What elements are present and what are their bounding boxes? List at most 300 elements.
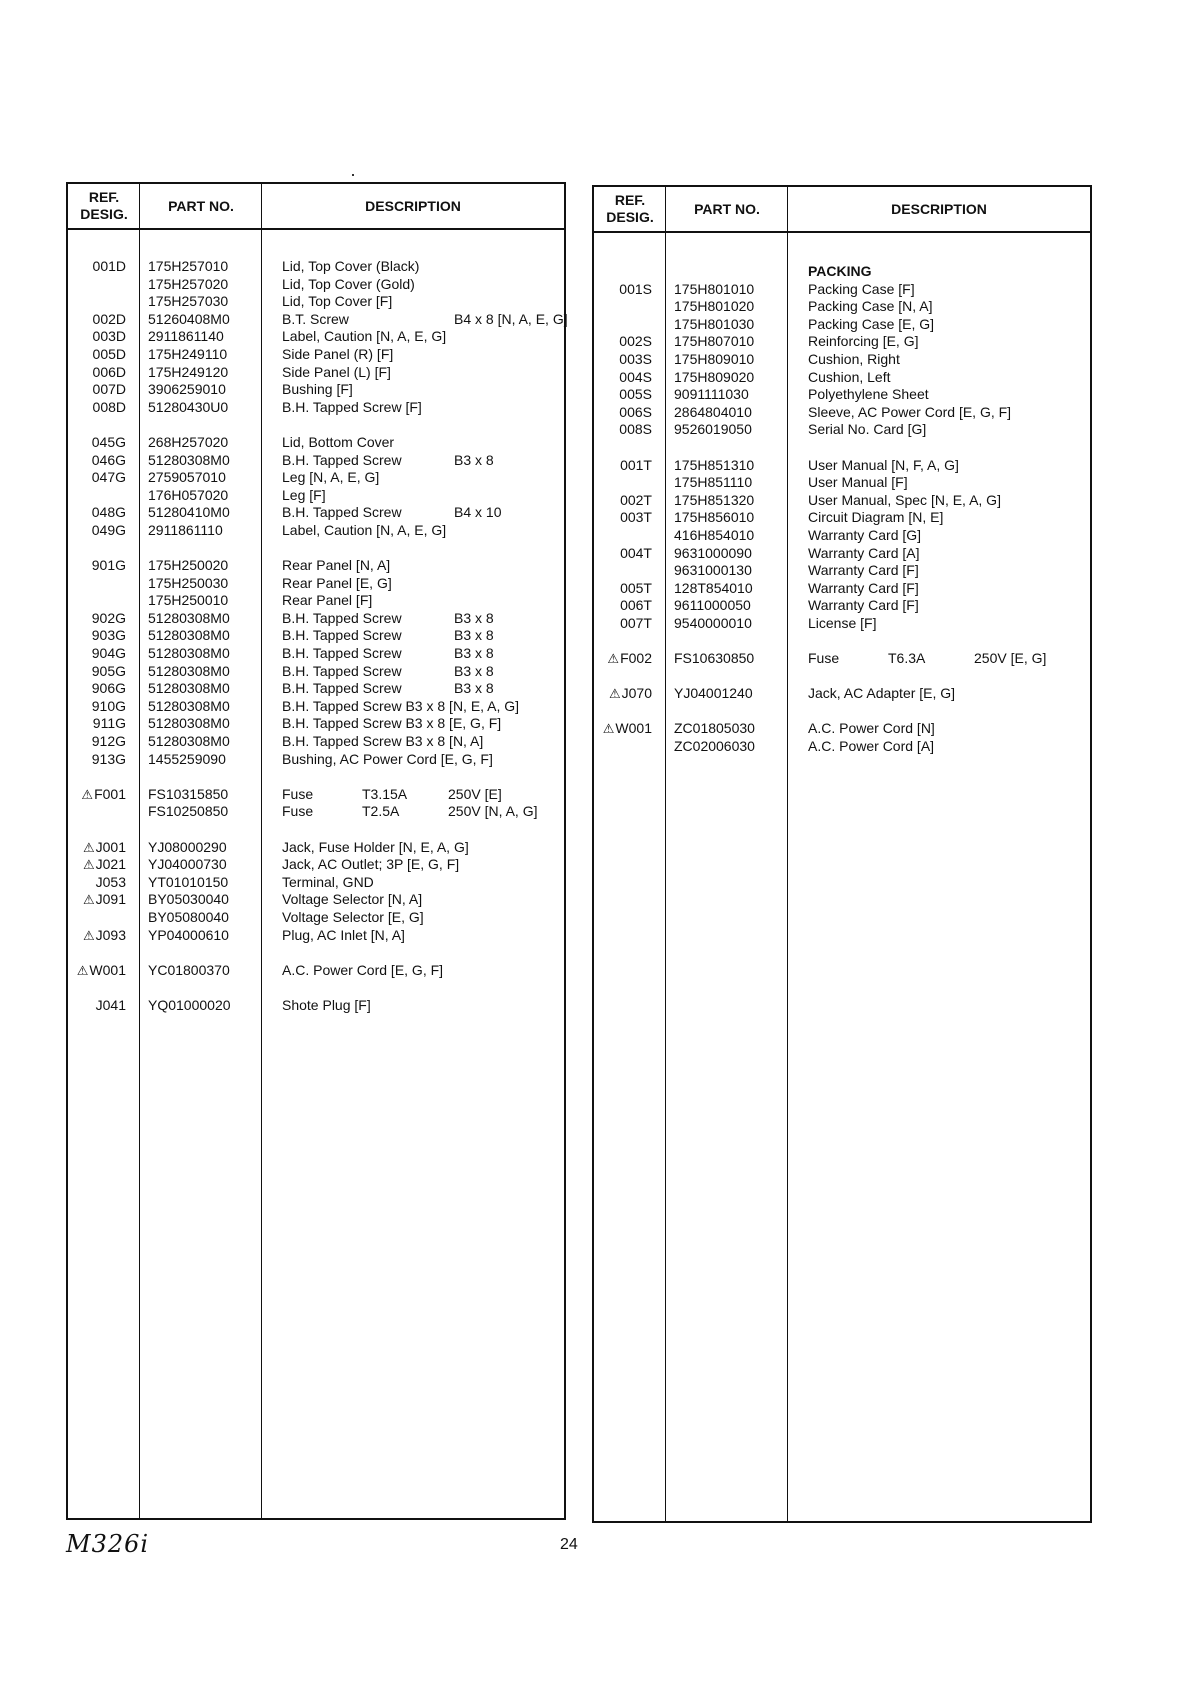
section-heading-row — [594, 263, 1090, 281]
parts-row — [68, 715, 564, 733]
ref-desig-text: 001D — [92, 258, 126, 274]
description-cell: Serial No. Card [G] — [808, 421, 927, 438]
spacer-row — [68, 768, 564, 786]
spec-cell: T2.5A — [362, 803, 400, 820]
parts-row — [594, 562, 1090, 580]
rating-cell: 250V [E] — [448, 785, 502, 802]
safety-warning-icon: ⚠ — [602, 721, 615, 737]
description-cell: Voltage Selector [N, A] — [282, 891, 423, 908]
ref-desig-cell — [594, 369, 652, 387]
ref-desig-text: 002S — [619, 333, 652, 350]
ref-desig-text: 046G — [91, 451, 126, 468]
part-number-cell: 2911861110 — [148, 521, 223, 538]
ref-desig-cell — [68, 399, 126, 417]
part-number-cell: BY05030040 — [148, 891, 229, 908]
description-cell: B.H. Tapped Screw — [282, 504, 402, 521]
spacer-row — [68, 416, 564, 434]
description-cell: B.H. Tapped Screw B3 x 8 [E, G, F] — [282, 715, 502, 732]
ref-desig-text: J001 — [95, 838, 126, 855]
ref-desig-cell — [594, 615, 652, 633]
description-cell: Rear Panel [F] — [282, 592, 373, 609]
spec-cell: B3 x 8 — [454, 451, 494, 468]
safety-warning-icon: ⚠ — [81, 786, 94, 802]
spacer-row — [68, 944, 564, 962]
part-number-cell: 9540000010 — [674, 614, 752, 631]
ref-desig-cell — [594, 650, 652, 668]
description-cell: Lid, Top Cover (Gold) — [282, 275, 415, 292]
parts-row — [68, 522, 564, 540]
parts-row — [68, 575, 564, 593]
part-number-cell: 175H249120 — [148, 363, 229, 380]
ref-desig-text: 905G — [91, 662, 126, 679]
ref-desig-cell — [594, 351, 652, 369]
safety-warning-icon: ⚠ — [82, 857, 95, 873]
part-number-cell: 128T854010 — [674, 579, 753, 596]
ref-desig-cell — [594, 545, 652, 563]
ref-desig-cell — [68, 891, 126, 909]
part-number-cell: FS10315850 — [148, 785, 229, 802]
description-cell: Warranty Card [G] — [808, 526, 922, 543]
parts-row — [594, 597, 1090, 615]
description-cell: Voltage Selector [E, G] — [282, 908, 424, 925]
parts-row — [594, 351, 1090, 369]
description-cell: Packing Case [F] — [808, 280, 915, 297]
parts-row — [594, 738, 1090, 756]
description-cell: A.C. Power Cord [E, G, F] — [282, 961, 444, 978]
ref-desig-cell — [68, 751, 126, 769]
parts-row — [68, 310, 568, 329]
ref-desig-cell — [68, 927, 126, 945]
description-cell: PACKING — [808, 263, 872, 279]
part-number-cell: BY05080040 — [148, 908, 229, 925]
parts-row — [594, 474, 1090, 492]
part-number-cell: 51280308M0 — [148, 733, 230, 750]
description-cell: Leg [N, A, E, G] — [282, 469, 380, 486]
spec-cell: T3.15A — [362, 785, 408, 802]
description-cell: User Manual [F] — [808, 474, 908, 491]
parts-row — [68, 504, 564, 522]
spacer-row — [594, 668, 1090, 686]
description-cell: Fuse — [808, 650, 840, 667]
spacer-row — [68, 540, 564, 558]
part-number-cell: YT01010150 — [148, 873, 229, 890]
parts-row — [594, 545, 1090, 563]
parts-row — [68, 733, 564, 751]
description-cell: Bushing [F] — [282, 381, 353, 398]
spacer-row — [594, 439, 1090, 457]
part-number-cell: YP04000610 — [148, 926, 229, 943]
description-cell: Packing Case [E, G] — [808, 315, 935, 332]
ref-desig-cell — [68, 733, 126, 751]
description-cell: Packing Case [N, A] — [808, 298, 933, 315]
left-parts-table — [66, 182, 566, 1520]
ref-desig-cell — [68, 663, 126, 681]
ref-desig-cell — [68, 364, 126, 382]
ref-desig-text: 001S — [619, 280, 652, 297]
ref-desig-text: J091 — [95, 891, 126, 908]
part-number-cell: 175H257010 — [148, 258, 229, 274]
safety-warning-icon: ⚠ — [607, 651, 620, 667]
parts-row — [68, 328, 564, 346]
part-number-cell: 175H851320 — [674, 491, 755, 508]
part-number-cell: FS10630850 — [674, 650, 755, 667]
spec-cell: B3 x 8 — [454, 662, 494, 679]
parts-row — [68, 856, 564, 874]
ref-desig-cell — [594, 281, 652, 299]
safety-warning-icon: ⚠ — [608, 686, 621, 702]
description-cell: Polyethylene Sheet — [808, 386, 929, 403]
ref-desig-text: 902G — [91, 609, 126, 626]
description-cell: Lid, Top Cover [F] — [282, 293, 393, 310]
ref-desig-cell — [68, 856, 126, 874]
part-number-cell: 9091111030 — [674, 386, 749, 403]
ref-desig-cell — [594, 457, 652, 475]
spec-cell: T6.3A — [888, 650, 926, 667]
rating-cell: 250V [N, A, G] — [448, 803, 538, 820]
ref-desig-text: 049G — [91, 521, 126, 538]
parts-row — [594, 333, 1090, 351]
description-cell: Warranty Card [F] — [808, 579, 919, 596]
ref-desig-text: 901G — [91, 557, 126, 574]
safety-warning-icon: ⚠ — [82, 927, 95, 943]
description-cell: Warranty Card [A] — [808, 544, 920, 561]
right-table-header — [594, 187, 1090, 233]
ref-desig-text: 002D — [92, 310, 126, 327]
parts-row — [68, 364, 564, 382]
ref-desig-cell — [68, 962, 126, 980]
ref-desig-cell — [68, 381, 126, 399]
description-cell: B.T. Screw — [282, 310, 349, 327]
parts-row — [68, 276, 564, 294]
parts-row — [68, 786, 564, 804]
ref-desig-cell — [594, 509, 652, 527]
parts-row — [68, 698, 564, 716]
ref-desig-cell — [68, 715, 126, 733]
part-number-cell: 9611000050 — [674, 597, 751, 614]
ref-desig-text: 903G — [91, 627, 126, 644]
parts-row — [594, 492, 1090, 510]
part-number-cell: 175H801030 — [674, 315, 755, 332]
part-number-cell: 9526019050 — [674, 421, 752, 438]
ref-desig-text: 004S — [619, 368, 652, 385]
ref-desig-cell — [594, 597, 652, 615]
ref-desig-cell — [68, 346, 126, 364]
part-number-cell: 175H801020 — [674, 298, 755, 315]
description-cell: Leg [F] — [282, 486, 326, 503]
description-cell: Side Panel (R) [F] — [282, 345, 394, 362]
ref-desig-cell — [68, 469, 126, 487]
description-cell: Label, Caution [N, A, E, G] — [282, 328, 447, 345]
ref-desig-cell — [594, 685, 652, 703]
parts-row — [68, 909, 564, 927]
parts-row — [594, 404, 1090, 422]
description-cell: Cushion, Left — [808, 368, 891, 385]
parts-row — [68, 346, 564, 364]
parts-row — [68, 962, 564, 980]
description-header: DESCRIPTION — [891, 200, 987, 217]
parts-row — [68, 927, 564, 945]
parts-row — [68, 997, 564, 1015]
ref-desig-text: 008D — [92, 398, 126, 415]
ref-desig-cell — [68, 680, 126, 698]
description-cell: License [F] — [808, 614, 877, 631]
part-number-cell: 51280308M0 — [148, 697, 230, 714]
part-number-cell: FS10250850 — [148, 803, 229, 820]
part-number-cell: YQ01000020 — [148, 996, 231, 1013]
part-number-cell: ZC02006030 — [674, 738, 755, 755]
part-number-cell: 175H851310 — [674, 456, 755, 473]
part-number-cell: 51280308M0 — [148, 662, 230, 679]
part-number-cell: 175H250020 — [148, 557, 229, 574]
ref-desig-text: J053 — [95, 873, 126, 890]
spec-cell: B3 x 8 — [454, 680, 494, 697]
part-number-cell: 175H250010 — [148, 592, 229, 609]
description-cell: Lid, Top Cover (Black) — [282, 258, 420, 274]
ref-desig-text: 006D — [92, 363, 126, 380]
ref-desig-text: 003T — [620, 509, 652, 526]
safety-warning-icon: ⚠ — [82, 892, 95, 908]
ref-desig-cell — [68, 610, 126, 628]
part-number-cell: 175H257030 — [148, 293, 229, 310]
parts-row — [594, 650, 1090, 668]
part-number-cell: 51280308M0 — [148, 680, 230, 697]
part-number-cell: 51260408M0 — [148, 310, 230, 327]
ref-desig-text: 007T — [620, 614, 652, 631]
parts-row — [68, 592, 564, 610]
parts-row — [68, 381, 564, 399]
ref-desig-header: REF. DESIG. — [80, 189, 128, 222]
part-number-cell: 51280308M0 — [148, 645, 230, 662]
parts-row — [68, 803, 564, 821]
description-cell: User Manual [N, F, A, G] — [808, 456, 959, 473]
ref-desig-text: J093 — [95, 926, 126, 943]
ref-desig-text: F002 — [620, 650, 652, 667]
left-table-body — [68, 258, 568, 1015]
parts-row — [68, 487, 564, 505]
ref-desig-cell — [68, 522, 126, 540]
description-cell: Reinforcing [E, G] — [808, 333, 919, 350]
ref-desig-text: J070 — [621, 685, 652, 702]
part-number-cell: 2864804010 — [674, 403, 752, 420]
spec-cell: B3 x 8 — [454, 645, 494, 662]
part-number-cell: 268H257020 — [148, 433, 229, 450]
ref-desig-cell — [68, 627, 126, 645]
ref-desig-cell — [68, 452, 126, 470]
parts-row — [594, 457, 1090, 475]
part-number-cell: 51280308M0 — [148, 715, 230, 732]
ref-desig-text: 003D — [92, 328, 126, 345]
parts-row — [68, 839, 564, 857]
description-cell: Fuse — [282, 785, 314, 802]
ref-desig-text: 003S — [619, 350, 652, 367]
ref-desig-cell — [68, 504, 126, 522]
description-cell: Side Panel (L) [F] — [282, 363, 391, 380]
parts-row — [594, 509, 1090, 527]
parts-row — [68, 610, 564, 628]
parts-row — [594, 720, 1090, 738]
safety-warning-icon: ⚠ — [82, 839, 95, 855]
ref-desig-text: W001 — [615, 720, 652, 737]
parts-row — [68, 399, 564, 417]
description-cell: Shote Plug [F] — [282, 996, 371, 1013]
ref-desig-cell — [68, 557, 126, 575]
ref-desig-text: J041 — [95, 996, 126, 1013]
part-number-cell: 1455259090 — [148, 750, 226, 767]
ref-desig-text: 008S — [619, 421, 652, 438]
part-number-cell: 175H801010 — [674, 280, 755, 297]
model-signature: M326i — [66, 1530, 150, 1558]
parts-row — [68, 452, 564, 470]
description-cell: Jack, AC Outlet; 3P [E, G, F] — [282, 856, 460, 873]
parts-row — [594, 386, 1090, 404]
description-cell: B.H. Tapped Screw — [282, 609, 402, 626]
spacer-row — [594, 632, 1090, 650]
parts-row — [68, 663, 564, 681]
spec-cell: B4 x 10 — [454, 504, 502, 521]
parts-row — [68, 891, 564, 909]
spec-cell: B4 x 8 [N, A, E, G] — [454, 310, 568, 327]
ref-desig-text: W001 — [89, 961, 126, 978]
parts-row — [68, 557, 564, 575]
ref-desig-cell — [68, 786, 126, 804]
part-number-cell: 175H856010 — [674, 509, 755, 526]
part-number-cell: 175H809010 — [674, 350, 755, 367]
description-cell: Label, Caution [N, A, E, G] — [282, 521, 447, 538]
ref-desig-text: 006T — [620, 597, 652, 614]
description-cell: Terminal, GND — [282, 873, 374, 890]
part-number-cell: 3906259010 — [148, 381, 226, 398]
description-cell: Lid, Bottom Cover — [282, 433, 395, 450]
ref-desig-text: 004T — [620, 544, 652, 561]
ref-desig-cell — [594, 333, 652, 351]
part-number-cell: 9631000130 — [674, 562, 752, 579]
ref-desig-text: 911G — [92, 715, 126, 732]
ref-desig-text: 910G — [91, 697, 126, 714]
description-cell: B.H. Tapped Screw — [282, 662, 402, 679]
description-cell: Warranty Card [F] — [808, 597, 919, 614]
parts-row — [68, 627, 564, 645]
ref-desig-text: 005T — [620, 579, 652, 596]
part-number-cell: 9631000090 — [674, 544, 752, 561]
description-cell: B.H. Tapped Screw — [282, 680, 402, 697]
ref-desig-cell — [68, 874, 126, 892]
parts-row — [68, 680, 564, 698]
ref-desig-cell — [68, 645, 126, 663]
description-cell: Bushing, AC Power Cord [E, G, F] — [282, 750, 493, 767]
ref-desig-cell — [68, 997, 126, 1015]
page-number: 24 — [560, 1536, 578, 1553]
right-table-body — [594, 263, 1090, 756]
ref-desig-text: 906G — [91, 680, 126, 697]
part-number-cell: 416H854010 — [674, 526, 755, 543]
description-header: DESCRIPTION — [365, 197, 461, 214]
ref-desig-text: 006S — [619, 403, 652, 420]
ref-desig-text: 005D — [92, 345, 126, 362]
description-cell: Warranty Card [F] — [808, 562, 919, 579]
description-cell: B.H. Tapped Screw — [282, 627, 402, 644]
ref-desig-cell — [594, 386, 652, 404]
ref-desig-text: 007D — [92, 381, 126, 398]
parts-row — [594, 298, 1090, 316]
description-cell: Plug, AC Inlet [N, A] — [282, 926, 405, 943]
parts-row — [594, 685, 1090, 703]
ref-desig-cell — [68, 839, 126, 857]
part-number-cell: 51280308M0 — [148, 627, 230, 644]
part-number-cell: 51280308M0 — [148, 451, 230, 468]
part-number-cell: 175H250030 — [148, 574, 229, 591]
parts-row — [594, 580, 1090, 598]
spacer-row — [68, 979, 564, 997]
parts-row — [594, 527, 1090, 545]
description-cell: Sleeve, AC Power Cord [E, G, F] — [808, 403, 1012, 420]
ref-desig-text: 001T — [620, 456, 652, 473]
description-cell: Jack, AC Adapter [E, G] — [808, 685, 956, 702]
parts-row — [594, 421, 1090, 439]
part-no-header: PART NO. — [694, 200, 760, 217]
parts-row — [68, 751, 564, 769]
ref-desig-cell — [68, 311, 126, 329]
parts-row — [68, 434, 564, 452]
description-cell: Cushion, Right — [808, 350, 900, 367]
description-cell: A.C. Power Cord [A] — [808, 738, 935, 755]
part-number-cell: 175H807010 — [674, 333, 755, 350]
ref-desig-cell — [594, 421, 652, 439]
ref-desig-text: F001 — [94, 785, 126, 802]
rating-cell: 250V [E, G] — [974, 650, 1047, 667]
left-table-header — [68, 184, 564, 230]
parts-row — [68, 874, 564, 892]
ref-desig-text: J021 — [95, 856, 126, 873]
part-number-cell: 175H851110 — [674, 474, 753, 491]
spec-cell: B3 x 8 — [454, 627, 494, 644]
description-cell: Fuse — [282, 803, 314, 820]
part-no-header: PART NO. — [168, 197, 234, 214]
ref-desig-text: 048G — [91, 504, 126, 521]
ref-desig-text: 912G — [91, 733, 126, 750]
ref-desig-text: 047G — [91, 469, 126, 486]
ref-desig-cell — [68, 434, 126, 452]
part-number-cell: 51280308M0 — [148, 609, 230, 626]
spacer-row — [68, 821, 564, 839]
description-cell: User Manual, Spec [N, E, A, G] — [808, 491, 1001, 508]
right-parts-table — [592, 185, 1092, 1523]
safety-warning-icon: ⚠ — [76, 962, 89, 978]
ref-desig-cell — [594, 404, 652, 422]
spacer-row — [594, 703, 1090, 721]
parts-row — [594, 281, 1090, 299]
parts-row — [68, 293, 564, 311]
description-cell: Rear Panel [N, A] — [282, 557, 391, 574]
parts-row — [594, 369, 1090, 387]
part-number-cell: 176H057020 — [148, 486, 229, 503]
ref-desig-header: REF. DESIG. — [606, 192, 654, 225]
ref-desig-cell — [68, 698, 126, 716]
spec-cell: B3 x 8 — [454, 609, 494, 626]
ref-desig-cell — [594, 492, 652, 510]
description-cell: B.H. Tapped Screw — [282, 451, 402, 468]
description-cell: Circuit Diagram [N, E] — [808, 509, 944, 526]
part-number-cell: 175H249110 — [148, 345, 228, 362]
description-cell: B.H. Tapped Screw B3 x 8 [N, E, A, G] — [282, 697, 520, 714]
part-number-cell: 2911861140 — [148, 328, 224, 345]
ref-desig-cell — [68, 328, 126, 346]
part-number-cell: YJ08000290 — [148, 838, 227, 855]
description-cell: B.H. Tapped Screw B3 x 8 [N, A] — [282, 733, 484, 750]
description-cell: B.H. Tapped Screw [F] — [282, 398, 422, 415]
part-number-cell: 175H257020 — [148, 275, 229, 292]
ref-desig-cell — [594, 580, 652, 598]
stray-mark — [352, 174, 354, 176]
